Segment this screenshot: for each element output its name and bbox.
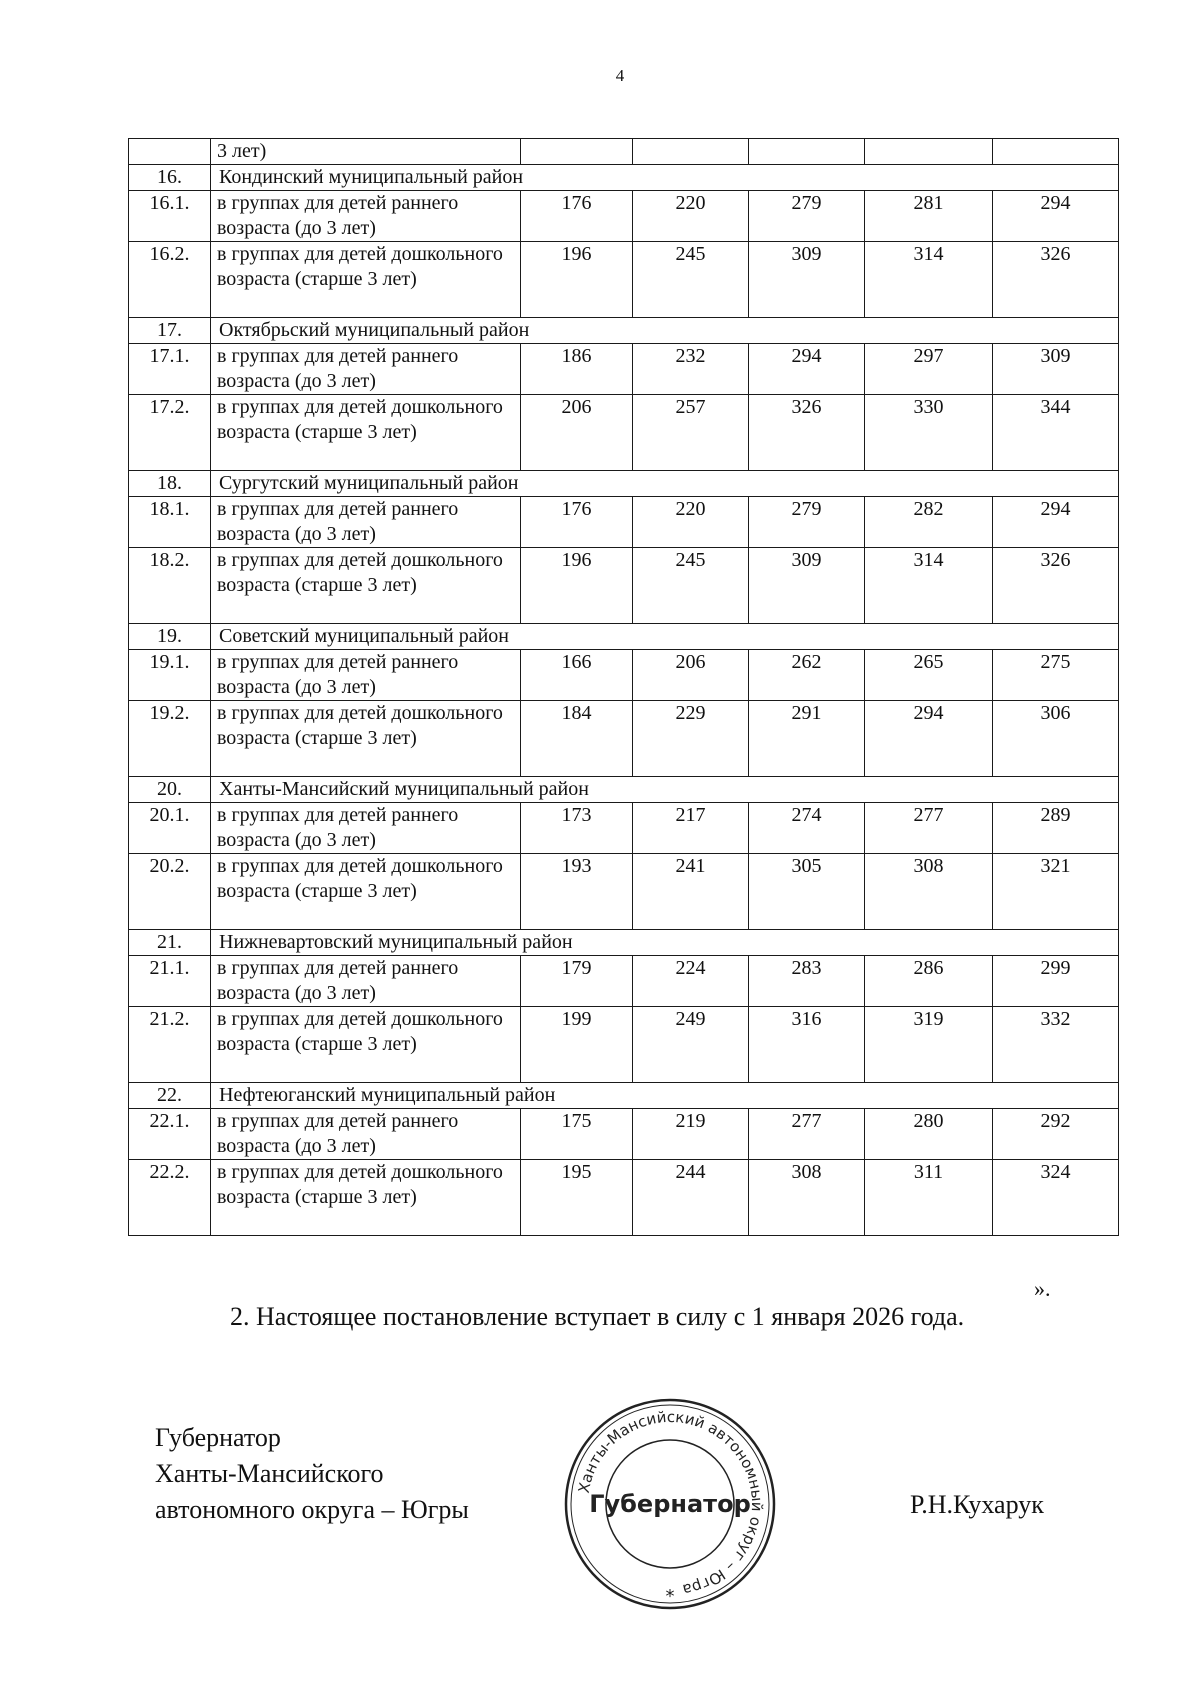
value-cell: 277 xyxy=(749,1109,865,1160)
seal-star-icon: * xyxy=(665,1586,675,1607)
value-cell: 294 xyxy=(993,191,1119,242)
value-cell: 219 xyxy=(633,1109,749,1160)
table-row xyxy=(129,548,1119,624)
row-number: 16.1. xyxy=(129,191,211,242)
value-cell: 179 xyxy=(521,956,633,1007)
row-label: в группах для детей раннего возраста (до 3 лет) xyxy=(211,344,521,395)
table-row xyxy=(129,1160,1119,1236)
value-cell: 196 xyxy=(521,548,633,624)
table-row xyxy=(129,956,1119,1007)
value-cell: 186 xyxy=(521,344,633,395)
value-cell: 173 xyxy=(521,803,633,854)
region-number: 17. xyxy=(129,318,211,344)
region-name: Нефтеюганский муниципальный район xyxy=(211,1083,1119,1109)
seal-center-text: Губернатор xyxy=(589,1490,751,1518)
row-label: в группах для детей раннего возраста (до 3 лет) xyxy=(211,191,521,242)
row-number: 18.1. xyxy=(129,497,211,548)
row-label: в группах для детей раннего возраста (до 3 лет) xyxy=(211,803,521,854)
value-cell: 220 xyxy=(633,191,749,242)
region-number: 22. xyxy=(129,1083,211,1109)
table-row xyxy=(129,1007,1119,1083)
signature-title-line: Ханты-Мансийского xyxy=(155,1459,384,1488)
value-cell: 326 xyxy=(993,548,1119,624)
table-row xyxy=(129,242,1119,318)
region-row xyxy=(129,165,1119,191)
governor-seal xyxy=(560,1394,780,1614)
region-number: 20. xyxy=(129,777,211,803)
value-cell: 314 xyxy=(865,242,993,318)
row-label: в группах для детей раннего возраста (до 3 лет) xyxy=(211,956,521,1007)
value-cell: 196 xyxy=(521,242,633,318)
value-cell: 175 xyxy=(521,1109,633,1160)
row-number: 22.2. xyxy=(129,1160,211,1236)
value-cell: 217 xyxy=(633,803,749,854)
region-number: 21. xyxy=(129,930,211,956)
seal-ring-text: Ханты-Мансийский автономный округ – Югра xyxy=(574,1407,767,1599)
value-cell: 176 xyxy=(521,497,633,548)
value-cell: 324 xyxy=(993,1160,1119,1236)
value-cell: 309 xyxy=(749,548,865,624)
value-cell: 199 xyxy=(521,1007,633,1083)
closing-quote: ». xyxy=(1034,1276,1051,1301)
table-row xyxy=(129,1109,1119,1160)
value-cell: 277 xyxy=(865,803,993,854)
value-cell: 244 xyxy=(633,1160,749,1236)
value-cell: 321 xyxy=(993,854,1119,930)
page-number: 4 xyxy=(615,66,625,85)
value-cell: 176 xyxy=(521,191,633,242)
tariff-table xyxy=(128,138,1119,1236)
value-cell: 294 xyxy=(865,701,993,777)
value-cell: 306 xyxy=(993,701,1119,777)
signer-name: Р.Н.Кухарук xyxy=(910,1490,1044,1519)
row-number: 19.1. xyxy=(129,650,211,701)
table-row xyxy=(129,497,1119,548)
value-cell: 330 xyxy=(865,395,993,471)
value-cell: 326 xyxy=(749,395,865,471)
value-cell: 184 xyxy=(521,701,633,777)
value-cell: 280 xyxy=(865,1109,993,1160)
signature-title-line: автономного округа – Югры xyxy=(155,1495,469,1524)
region-row xyxy=(129,624,1119,650)
value-cell: 282 xyxy=(865,497,993,548)
region-row xyxy=(129,318,1119,344)
row-label: в группах для детей раннего возраста (до 3 лет) xyxy=(211,650,521,701)
value-cell: 262 xyxy=(749,650,865,701)
value-cell: 195 xyxy=(521,1160,633,1236)
value-cell: 309 xyxy=(749,242,865,318)
value-cell: 229 xyxy=(633,701,749,777)
row-label: в группах для детей раннего возраста (до 3 лет) xyxy=(211,497,521,548)
value-cell: 289 xyxy=(993,803,1119,854)
region-row xyxy=(129,1083,1119,1109)
value-cell: 294 xyxy=(749,344,865,395)
value-cell: 344 xyxy=(993,395,1119,471)
value-cell: 319 xyxy=(865,1007,993,1083)
row-label: в группах для детей дошкольного возраста (старше 3 лет) xyxy=(211,854,521,930)
row-label: в группах для детей раннего возраста (до 3 лет) xyxy=(211,1109,521,1160)
value-cell: 279 xyxy=(749,191,865,242)
value-cell: 291 xyxy=(749,701,865,777)
row-number: 20.2. xyxy=(129,854,211,930)
value-cell: 283 xyxy=(749,956,865,1007)
row-label: в группах для детей дошкольного возраста (старше 3 лет) xyxy=(211,701,521,777)
region-name: Нижневартовский муниципальный район xyxy=(211,930,1119,956)
row-number: 20.1. xyxy=(129,803,211,854)
table-row xyxy=(129,344,1119,395)
row-number: 21.2. xyxy=(129,1007,211,1083)
region-name: Ханты-Мансийский муниципальный район xyxy=(211,777,1119,803)
value-cell: 314 xyxy=(865,548,993,624)
region-number: 16. xyxy=(129,165,211,191)
value-cell: 286 xyxy=(865,956,993,1007)
row-number: 22.1. xyxy=(129,1109,211,1160)
value-cell: 326 xyxy=(993,242,1119,318)
value-cell: 279 xyxy=(749,497,865,548)
decree-text: 2. Настоящее постановление вступает в силу с 1 января 2026 года. xyxy=(230,1302,965,1331)
row-label: в группах для детей дошкольного возраста (старше 3 лет) xyxy=(211,548,521,624)
row-label: в группах для детей дошкольного возраста (старше 3 лет) xyxy=(211,242,521,318)
value-cell: 220 xyxy=(633,497,749,548)
value-cell: 206 xyxy=(633,650,749,701)
value-cell: 245 xyxy=(633,548,749,624)
value-cell: 245 xyxy=(633,242,749,318)
row-number: 16.2. xyxy=(129,242,211,318)
region-row xyxy=(129,471,1119,497)
value-cell: 257 xyxy=(633,395,749,471)
row-number: 17.1. xyxy=(129,344,211,395)
value-cell: 281 xyxy=(865,191,993,242)
table-row xyxy=(129,191,1119,242)
value-cell: 309 xyxy=(993,344,1119,395)
region-name: Октябрьский муниципальный район xyxy=(211,318,1119,344)
value-cell: 166 xyxy=(521,650,633,701)
signature-title-line: Губернатор xyxy=(155,1423,281,1452)
value-cell: 316 xyxy=(749,1007,865,1083)
row-label: в группах для детей дошкольного возраста (старше 3 лет) xyxy=(211,1160,521,1236)
region-name: Кондинский муниципальный район xyxy=(211,165,1119,191)
row-number: 18.2. xyxy=(129,548,211,624)
value-cell: 305 xyxy=(749,854,865,930)
continuation-row xyxy=(129,139,1119,165)
row-label: в группах для детей дошкольного возраста (старше 3 лет) xyxy=(211,395,521,471)
table-row xyxy=(129,803,1119,854)
continuation-cell: 3 лет) xyxy=(211,139,521,165)
region-name: Советский муниципальный район xyxy=(211,624,1119,650)
value-cell: 299 xyxy=(993,956,1119,1007)
value-cell: 308 xyxy=(865,854,993,930)
row-label: в группах для детей дошкольного возраста (старше 3 лет) xyxy=(211,1007,521,1083)
row-number: 17.2. xyxy=(129,395,211,471)
table-row xyxy=(129,395,1119,471)
region-name: Сургутский муниципальный район xyxy=(211,471,1119,497)
value-cell: 206 xyxy=(521,395,633,471)
value-cell: 275 xyxy=(993,650,1119,701)
region-row xyxy=(129,930,1119,956)
value-cell: 332 xyxy=(993,1007,1119,1083)
value-cell: 265 xyxy=(865,650,993,701)
value-cell: 249 xyxy=(633,1007,749,1083)
value-cell: 308 xyxy=(749,1160,865,1236)
value-cell: 193 xyxy=(521,854,633,930)
value-cell: 241 xyxy=(633,854,749,930)
value-cell: 274 xyxy=(749,803,865,854)
value-cell: 311 xyxy=(865,1160,993,1236)
value-cell: 224 xyxy=(633,956,749,1007)
value-cell: 297 xyxy=(865,344,993,395)
row-number: 21.1. xyxy=(129,956,211,1007)
region-number: 19. xyxy=(129,624,211,650)
table-row xyxy=(129,650,1119,701)
signature-title xyxy=(155,1420,469,1528)
region-number: 18. xyxy=(129,471,211,497)
value-cell: 232 xyxy=(633,344,749,395)
value-cell: 294 xyxy=(993,497,1119,548)
table-row xyxy=(129,854,1119,930)
row-number: 19.2. xyxy=(129,701,211,777)
region-row xyxy=(129,777,1119,803)
value-cell: 292 xyxy=(993,1109,1119,1160)
table-row xyxy=(129,701,1119,777)
